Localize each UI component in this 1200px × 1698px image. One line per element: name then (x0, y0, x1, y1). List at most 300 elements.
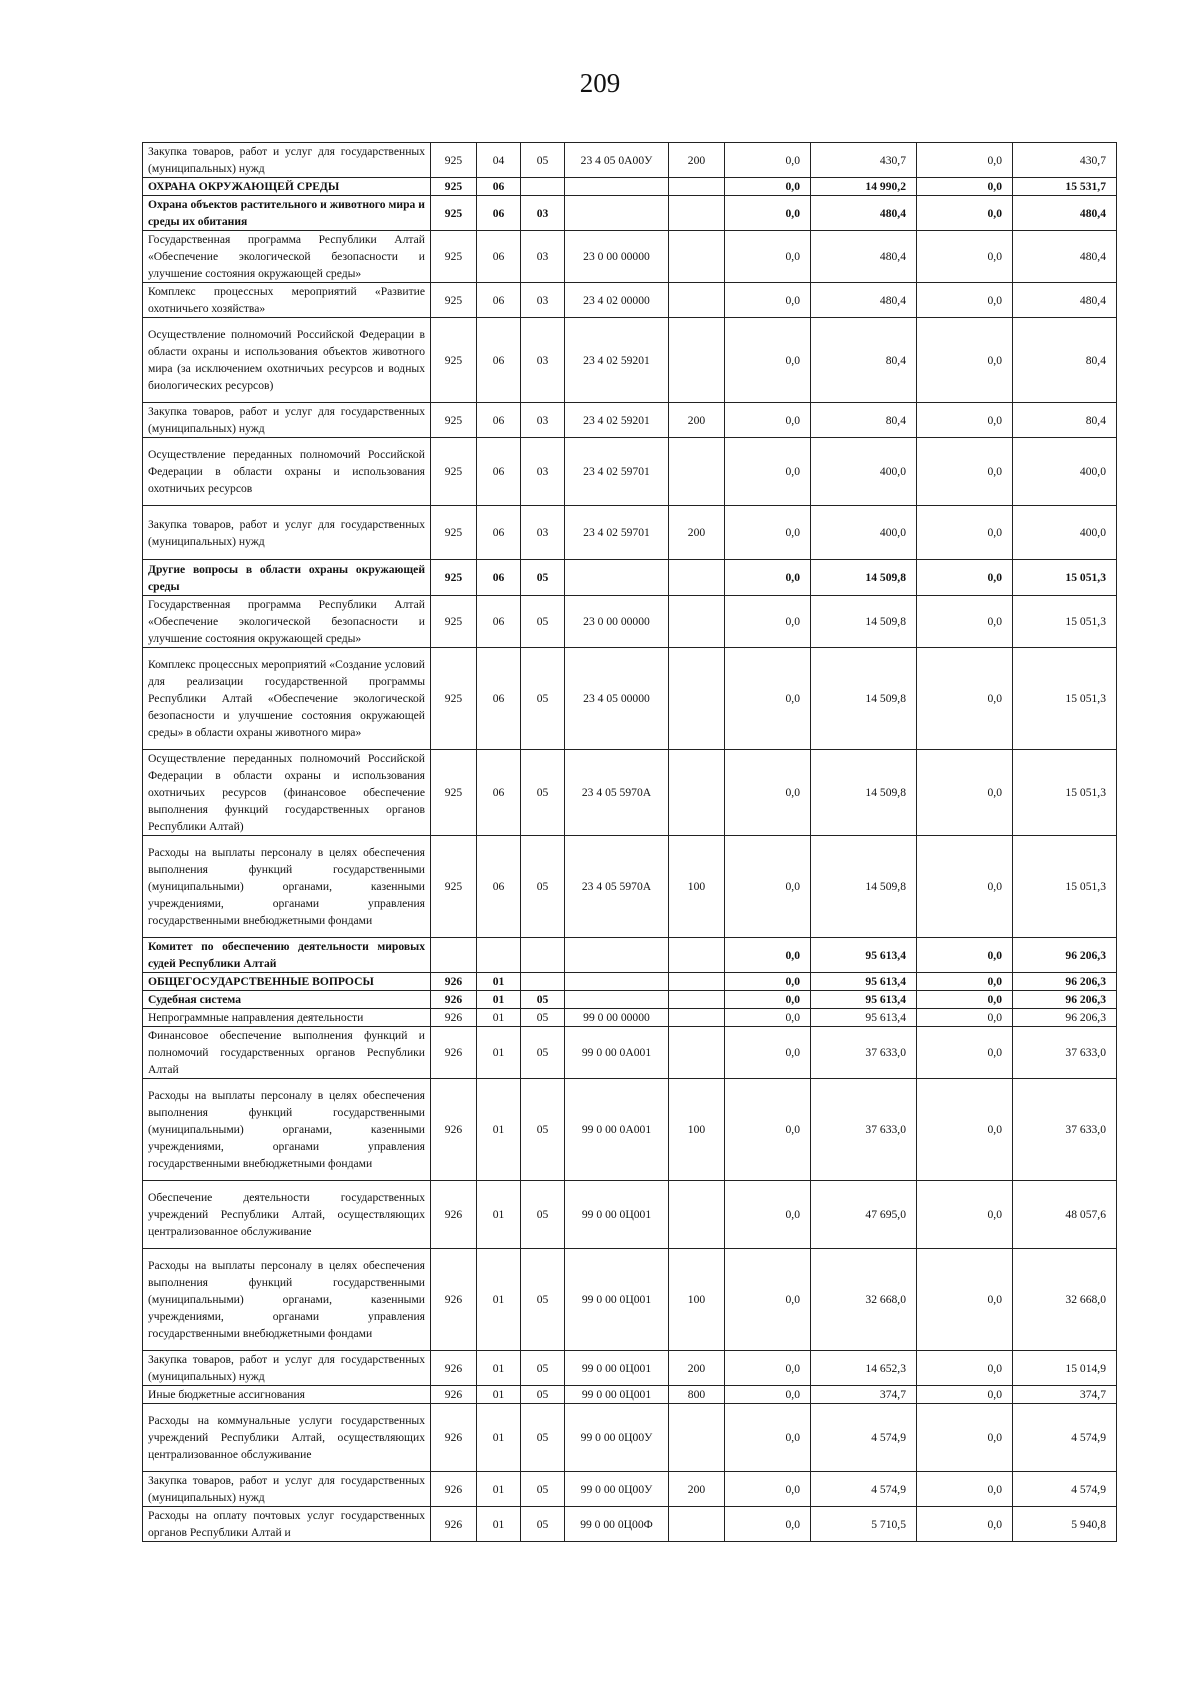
amount-cell-4: 15 051,3 (1013, 836, 1117, 938)
admin-code-cell: 925 (431, 506, 477, 560)
amount-cell-4: 15 014,9 (1013, 1351, 1117, 1386)
amount-cell-4: 96 206,3 (1013, 991, 1117, 1009)
amount-cell-1: 0,0 (725, 1351, 811, 1386)
section-code-cell: 06 (477, 750, 521, 836)
table-row (143, 973, 1117, 991)
expense-type-cell (669, 231, 725, 283)
row-name-cell: Закупка товаров, работ и услуг для государственных (муниципальных) нужд (143, 506, 431, 560)
target-article-cell: 99 0 00 00000 (565, 1009, 669, 1027)
amount-cell-3: 0,0 (917, 1181, 1013, 1249)
amount-cell-2: 480,4 (811, 231, 917, 283)
admin-code-cell: 926 (431, 1351, 477, 1386)
expense-type-cell: 200 (669, 506, 725, 560)
amount-cell-2: 80,4 (811, 403, 917, 438)
subsection-code-cell (521, 938, 565, 973)
table-row (143, 1351, 1117, 1386)
subsection-code-cell: 03 (521, 438, 565, 506)
section-code-cell: 01 (477, 1027, 521, 1079)
amount-cell-1: 0,0 (725, 438, 811, 506)
amount-cell-3: 0,0 (917, 143, 1013, 178)
table-row (143, 1404, 1117, 1472)
expense-type-cell (669, 438, 725, 506)
budget-table-body (143, 143, 1117, 1542)
amount-cell-4: 4 574,9 (1013, 1404, 1117, 1472)
amount-cell-4: 5 940,8 (1013, 1507, 1117, 1542)
admin-code-cell: 926 (431, 1386, 477, 1404)
amount-cell-1: 0,0 (725, 283, 811, 318)
row-name-cell: Расходы на коммунальные услуги государственных учреждений Республики Алтай, осуществляющих централизованное обслуживание (143, 1404, 431, 1472)
expense-type-cell (669, 750, 725, 836)
target-article-cell (565, 196, 669, 231)
table-row (143, 283, 1117, 318)
amount-cell-2: 14 509,8 (811, 836, 917, 938)
section-code-cell: 06 (477, 836, 521, 938)
subsection-code-cell: 05 (521, 1507, 565, 1542)
subsection-code-cell: 03 (521, 318, 565, 403)
section-code-cell: 06 (477, 596, 521, 648)
amount-cell-4: 480,4 (1013, 231, 1117, 283)
expense-type-cell: 100 (669, 1249, 725, 1351)
amount-cell-2: 95 613,4 (811, 1009, 917, 1027)
section-code-cell: 06 (477, 231, 521, 283)
admin-code-cell: 926 (431, 973, 477, 991)
section-code-cell: 04 (477, 143, 521, 178)
amount-cell-1: 0,0 (725, 231, 811, 283)
amount-cell-3: 0,0 (917, 938, 1013, 973)
row-name-cell: ОБЩЕГОСУДАРСТВЕННЫЕ ВОПРОСЫ (143, 973, 431, 991)
row-name-cell: Осуществление полномочий Российской Федерации в области охраны и использования объектов животного мира (за исключением охотничьих ресурсов и водных биологических ресурсов) (143, 318, 431, 403)
table-row (143, 560, 1117, 596)
amount-cell-1: 0,0 (725, 560, 811, 596)
amount-cell-3: 0,0 (917, 318, 1013, 403)
target-article-cell: 99 0 00 0А001 (565, 1027, 669, 1079)
admin-code-cell: 926 (431, 1079, 477, 1181)
subsection-code-cell: 05 (521, 1386, 565, 1404)
amount-cell-4: 4 574,9 (1013, 1472, 1117, 1507)
table-row (143, 1079, 1117, 1181)
row-name-cell: Осуществление переданных полномочий Российской Федерации в области охраны и использования охотничьих ресурсов (143, 438, 431, 506)
amount-cell-2: 37 633,0 (811, 1027, 917, 1079)
table-row (143, 938, 1117, 973)
section-code-cell: 01 (477, 1507, 521, 1542)
row-name-cell: Финансовое обеспечение выполнения функций и полномочий государственных органов Республики Алтай (143, 1027, 431, 1079)
amount-cell-4: 96 206,3 (1013, 973, 1117, 991)
expense-type-cell (669, 596, 725, 648)
amount-cell-3: 0,0 (917, 1351, 1013, 1386)
admin-code-cell: 925 (431, 836, 477, 938)
table-row (143, 196, 1117, 231)
subsection-code-cell: 05 (521, 1027, 565, 1079)
amount-cell-3: 0,0 (917, 836, 1013, 938)
target-article-cell: 99 0 00 0Ц001 (565, 1181, 669, 1249)
amount-cell-2: 14 509,8 (811, 596, 917, 648)
expense-type-cell (669, 938, 725, 973)
table-row (143, 596, 1117, 648)
admin-code-cell: 925 (431, 560, 477, 596)
expense-type-cell (669, 648, 725, 750)
row-name-cell: Закупка товаров, работ и услуг для государственных (муниципальных) нужд (143, 143, 431, 178)
amount-cell-3: 0,0 (917, 196, 1013, 231)
table-row (143, 318, 1117, 403)
row-name-cell: Иные бюджетные ассигнования (143, 1386, 431, 1404)
table-row (143, 1386, 1117, 1404)
amount-cell-2: 430,7 (811, 143, 917, 178)
amount-cell-2: 480,4 (811, 196, 917, 231)
section-code-cell: 01 (477, 1009, 521, 1027)
table-row (143, 1181, 1117, 1249)
table-row (143, 1249, 1117, 1351)
target-article-cell: 23 4 05 0А00У (565, 143, 669, 178)
target-article-cell: 99 0 00 0Ц001 (565, 1249, 669, 1351)
amount-cell-2: 95 613,4 (811, 938, 917, 973)
expense-type-cell (669, 318, 725, 403)
row-name-cell: Государственная программа Республики Алтай «Обеспечение экологической безопасности и улучшение состояния окружающей среды» (143, 596, 431, 648)
subsection-code-cell: 05 (521, 991, 565, 1009)
target-article-cell: 23 4 02 59701 (565, 506, 669, 560)
amount-cell-3: 0,0 (917, 1507, 1013, 1542)
admin-code-cell: 926 (431, 1027, 477, 1079)
admin-code-cell: 925 (431, 196, 477, 231)
admin-code-cell: 925 (431, 438, 477, 506)
amount-cell-1: 0,0 (725, 403, 811, 438)
target-article-cell: 99 0 00 0Ц001 (565, 1351, 669, 1386)
expense-type-cell: 800 (669, 1386, 725, 1404)
target-article-cell (565, 560, 669, 596)
target-article-cell: 23 4 05 5970А (565, 750, 669, 836)
row-name-cell: Судебная система (143, 991, 431, 1009)
row-name-cell: Расходы на оплату почтовых услуг государственных органов Республики Алтай и (143, 1507, 431, 1542)
target-article-cell: 23 0 00 00000 (565, 596, 669, 648)
admin-code-cell: 925 (431, 750, 477, 836)
amount-cell-1: 0,0 (725, 991, 811, 1009)
row-name-cell: Охрана объектов растительного и животного мира и среды их обитания (143, 196, 431, 231)
amount-cell-2: 14 509,8 (811, 560, 917, 596)
amount-cell-4: 80,4 (1013, 403, 1117, 438)
amount-cell-4: 374,7 (1013, 1386, 1117, 1404)
target-article-cell: 99 0 00 0Ц00У (565, 1404, 669, 1472)
amount-cell-4: 400,0 (1013, 438, 1117, 506)
section-code-cell: 06 (477, 506, 521, 560)
admin-code-cell: 925 (431, 283, 477, 318)
table-row (143, 178, 1117, 196)
amount-cell-3: 0,0 (917, 750, 1013, 836)
amount-cell-4: 32 668,0 (1013, 1249, 1117, 1351)
expense-type-cell: 100 (669, 1079, 725, 1181)
target-article-cell: 23 4 05 5970А (565, 836, 669, 938)
row-name-cell: Государственная программа Республики Алтай «Обеспечение экологической безопасности и улучшение состояния окружающей среды» (143, 231, 431, 283)
amount-cell-2: 4 574,9 (811, 1472, 917, 1507)
admin-code-cell: 925 (431, 143, 477, 178)
amount-cell-2: 37 633,0 (811, 1079, 917, 1181)
amount-cell-3: 0,0 (917, 991, 1013, 1009)
amount-cell-1: 0,0 (725, 1181, 811, 1249)
amount-cell-1: 0,0 (725, 1027, 811, 1079)
amount-cell-1: 0,0 (725, 143, 811, 178)
amount-cell-2: 14 509,8 (811, 648, 917, 750)
amount-cell-3: 0,0 (917, 1472, 1013, 1507)
amount-cell-1: 0,0 (725, 1079, 811, 1181)
expense-type-cell (669, 560, 725, 596)
subsection-code-cell: 05 (521, 1351, 565, 1386)
amount-cell-4: 15 051,3 (1013, 560, 1117, 596)
amount-cell-4: 15 051,3 (1013, 648, 1117, 750)
target-article-cell: 99 0 00 0Ц00У (565, 1472, 669, 1507)
table-row (143, 1507, 1117, 1542)
admin-code-cell: 925 (431, 403, 477, 438)
section-code-cell: 01 (477, 1472, 521, 1507)
expense-type-cell: 200 (669, 403, 725, 438)
subsection-code-cell: 05 (521, 750, 565, 836)
amount-cell-4: 15 051,3 (1013, 750, 1117, 836)
section-code-cell: 01 (477, 1404, 521, 1472)
subsection-code-cell: 05 (521, 836, 565, 938)
target-article-cell: 23 4 05 00000 (565, 648, 669, 750)
amount-cell-4: 15 051,3 (1013, 596, 1117, 648)
amount-cell-4: 400,0 (1013, 506, 1117, 560)
amount-cell-4: 37 633,0 (1013, 1079, 1117, 1181)
target-article-cell (565, 991, 669, 1009)
section-code-cell: 01 (477, 1386, 521, 1404)
target-article-cell: 23 0 00 00000 (565, 231, 669, 283)
row-name-cell: Осуществление переданных полномочий Российской Федерации в области охраны и использования охотничьих ресурсов (финансовое обеспечение выполнения функций государственных органов Республики Алтай) (143, 750, 431, 836)
table-row (143, 836, 1117, 938)
expense-type-cell (669, 1027, 725, 1079)
amount-cell-3: 0,0 (917, 1249, 1013, 1351)
amount-cell-1: 0,0 (725, 196, 811, 231)
amount-cell-3: 0,0 (917, 438, 1013, 506)
subsection-code-cell: 03 (521, 283, 565, 318)
amount-cell-3: 0,0 (917, 1404, 1013, 1472)
amount-cell-4: 37 633,0 (1013, 1027, 1117, 1079)
row-name-cell: Закупка товаров, работ и услуг для государственных (муниципальных) нужд (143, 403, 431, 438)
subsection-code-cell (521, 178, 565, 196)
target-article-cell (565, 178, 669, 196)
amount-cell-1: 0,0 (725, 318, 811, 403)
row-name-cell: Расходы на выплаты персоналу в целях обеспечения выполнения функций государственными (муниципальными) органами, казенными учреждениями, органами управления государственными внебюджетными фондами (143, 836, 431, 938)
amount-cell-1: 0,0 (725, 1472, 811, 1507)
budget-table (142, 142, 1117, 1542)
amount-cell-4: 15 531,7 (1013, 178, 1117, 196)
row-name-cell: Закупка товаров, работ и услуг для государственных (муниципальных) нужд (143, 1351, 431, 1386)
row-name-cell: Обеспечение деятельности государственных учреждений Республики Алтай, осуществляющих централизованное обслуживание (143, 1181, 431, 1249)
amount-cell-1: 0,0 (725, 1249, 811, 1351)
subsection-code-cell: 05 (521, 1404, 565, 1472)
admin-code-cell: 926 (431, 1404, 477, 1472)
amount-cell-3: 0,0 (917, 1027, 1013, 1079)
amount-cell-4: 48 057,6 (1013, 1181, 1117, 1249)
section-code-cell: 01 (477, 1249, 521, 1351)
amount-cell-4: 96 206,3 (1013, 1009, 1117, 1027)
admin-code-cell: 926 (431, 1009, 477, 1027)
amount-cell-1: 0,0 (725, 506, 811, 560)
admin-code-cell: 925 (431, 318, 477, 403)
amount-cell-2: 14 509,8 (811, 750, 917, 836)
admin-code-cell: 926 (431, 1249, 477, 1351)
amount-cell-4: 96 206,3 (1013, 938, 1117, 973)
expense-type-cell: 200 (669, 1351, 725, 1386)
amount-cell-3: 0,0 (917, 403, 1013, 438)
table-row (143, 438, 1117, 506)
subsection-code-cell: 05 (521, 1472, 565, 1507)
amount-cell-3: 0,0 (917, 1079, 1013, 1181)
row-name-cell: Непрограммные направления деятельности (143, 1009, 431, 1027)
subsection-code-cell: 03 (521, 231, 565, 283)
section-code-cell: 01 (477, 1351, 521, 1386)
row-name-cell: Расходы на выплаты персоналу в целях обеспечения выполнения функций государственными (муниципальными) органами, казенными учреждениями, органами управления государственными внебюджетными фондами (143, 1079, 431, 1181)
row-name-cell: ОХРАНА ОКРУЖАЮЩЕЙ СРЕДЫ (143, 178, 431, 196)
subsection-code-cell: 05 (521, 1249, 565, 1351)
subsection-code-cell: 05 (521, 560, 565, 596)
amount-cell-1: 0,0 (725, 178, 811, 196)
target-article-cell: 23 4 02 59201 (565, 318, 669, 403)
amount-cell-2: 80,4 (811, 318, 917, 403)
subsection-code-cell: 05 (521, 1079, 565, 1181)
admin-code-cell: 926 (431, 991, 477, 1009)
table-row (143, 750, 1117, 836)
expense-type-cell (669, 1009, 725, 1027)
amount-cell-3: 0,0 (917, 648, 1013, 750)
amount-cell-1: 0,0 (725, 1507, 811, 1542)
expense-type-cell (669, 196, 725, 231)
expense-type-cell (669, 283, 725, 318)
target-article-cell: 99 0 00 0А001 (565, 1079, 669, 1181)
section-code-cell: 01 (477, 973, 521, 991)
expense-type-cell (669, 991, 725, 1009)
subsection-code-cell: 05 (521, 648, 565, 750)
section-code-cell: 06 (477, 648, 521, 750)
amount-cell-4: 480,4 (1013, 196, 1117, 231)
subsection-code-cell: 03 (521, 403, 565, 438)
amount-cell-2: 5 710,5 (811, 1507, 917, 1542)
section-code-cell: 06 (477, 403, 521, 438)
amount-cell-3: 0,0 (917, 560, 1013, 596)
target-article-cell (565, 973, 669, 991)
amount-cell-3: 0,0 (917, 178, 1013, 196)
amount-cell-2: 95 613,4 (811, 991, 917, 1009)
amount-cell-4: 480,4 (1013, 283, 1117, 318)
amount-cell-2: 400,0 (811, 506, 917, 560)
expense-type-cell (669, 1507, 725, 1542)
expense-type-cell (669, 973, 725, 991)
table-row (143, 403, 1117, 438)
table-row (143, 1472, 1117, 1507)
subsection-code-cell: 03 (521, 196, 565, 231)
section-code-cell (477, 938, 521, 973)
section-code-cell: 01 (477, 1181, 521, 1249)
admin-code-cell: 926 (431, 1472, 477, 1507)
table-row (143, 231, 1117, 283)
expense-type-cell (669, 1181, 725, 1249)
target-article-cell: 23 4 02 59201 (565, 403, 669, 438)
target-article-cell: 99 0 00 0Ц001 (565, 1386, 669, 1404)
amount-cell-1: 0,0 (725, 1386, 811, 1404)
row-name-cell: Другие вопросы в области охраны окружающей среды (143, 560, 431, 596)
section-code-cell: 06 (477, 283, 521, 318)
amount-cell-2: 32 668,0 (811, 1249, 917, 1351)
amount-cell-2: 400,0 (811, 438, 917, 506)
admin-code-cell: 925 (431, 648, 477, 750)
amount-cell-2: 480,4 (811, 283, 917, 318)
admin-code-cell: 926 (431, 1507, 477, 1542)
admin-code-cell: 925 (431, 231, 477, 283)
section-code-cell: 01 (477, 1079, 521, 1181)
admin-code-cell: 925 (431, 178, 477, 196)
amount-cell-3: 0,0 (917, 1386, 1013, 1404)
amount-cell-3: 0,0 (917, 506, 1013, 560)
admin-code-cell: 926 (431, 1181, 477, 1249)
amount-cell-1: 0,0 (725, 648, 811, 750)
amount-cell-1: 0,0 (725, 973, 811, 991)
amount-cell-1: 0,0 (725, 1009, 811, 1027)
amount-cell-1: 0,0 (725, 596, 811, 648)
table-row (143, 506, 1117, 560)
row-name-cell: Комплекс процессных мероприятий «Развитие охотничьего хозяйства» (143, 283, 431, 318)
table-row (143, 1027, 1117, 1079)
table-row (143, 1009, 1117, 1027)
row-name-cell: Комитет по обеспечению деятельности мировых судей Республики Алтай (143, 938, 431, 973)
page-number: 209 (579, 68, 621, 98)
section-code-cell: 06 (477, 560, 521, 596)
subsection-code-cell: 05 (521, 143, 565, 178)
target-article-cell: 99 0 00 0Ц00Ф (565, 1507, 669, 1542)
amount-cell-1: 0,0 (725, 1404, 811, 1472)
subsection-code-cell: 05 (521, 1009, 565, 1027)
amount-cell-2: 95 613,4 (811, 973, 917, 991)
row-name-cell: Расходы на выплаты персоналу в целях обеспечения выполнения функций государственными (муниципальными) органами, казенными учреждениями, органами управления государственными внебюджетными фондами (143, 1249, 431, 1351)
amount-cell-1: 0,0 (725, 750, 811, 836)
expense-type-cell (669, 1404, 725, 1472)
amount-cell-3: 0,0 (917, 1009, 1013, 1027)
amount-cell-4: 80,4 (1013, 318, 1117, 403)
expense-type-cell: 100 (669, 836, 725, 938)
table-row (143, 991, 1117, 1009)
amount-cell-2: 14 990,2 (811, 178, 917, 196)
subsection-code-cell (521, 973, 565, 991)
amount-cell-3: 0,0 (917, 283, 1013, 318)
section-code-cell: 06 (477, 178, 521, 196)
amount-cell-1: 0,0 (725, 938, 811, 973)
target-article-cell: 23 4 02 59701 (565, 438, 669, 506)
table-row (143, 143, 1117, 178)
amount-cell-2: 374,7 (811, 1386, 917, 1404)
subsection-code-cell: 03 (521, 506, 565, 560)
row-name-cell: Комплекс процессных мероприятий «Создание условий для реализации государственной программы Республики Алтай «Обеспечение экологической безопасности и улучшение состояния окружающей среды» в области охраны животного мира» (143, 648, 431, 750)
target-article-cell: 23 4 02 00000 (565, 283, 669, 318)
subsection-code-cell: 05 (521, 596, 565, 648)
subsection-code-cell: 05 (521, 1181, 565, 1249)
amount-cell-3: 0,0 (917, 596, 1013, 648)
amount-cell-2: 47 695,0 (811, 1181, 917, 1249)
row-name-cell: Закупка товаров, работ и услуг для государственных (муниципальных) нужд (143, 1472, 431, 1507)
section-code-cell: 06 (477, 196, 521, 231)
table-row (143, 648, 1117, 750)
target-article-cell (565, 938, 669, 973)
amount-cell-2: 14 652,3 (811, 1351, 917, 1386)
expense-type-cell (669, 178, 725, 196)
amount-cell-1: 0,0 (725, 836, 811, 938)
amount-cell-4: 430,7 (1013, 143, 1117, 178)
admin-code-cell: 925 (431, 596, 477, 648)
amount-cell-3: 0,0 (917, 231, 1013, 283)
section-code-cell: 01 (477, 991, 521, 1009)
amount-cell-2: 4 574,9 (811, 1404, 917, 1472)
section-code-cell: 06 (477, 318, 521, 403)
expense-type-cell: 200 (669, 1472, 725, 1507)
expense-type-cell: 200 (669, 143, 725, 178)
section-code-cell: 06 (477, 438, 521, 506)
amount-cell-3: 0,0 (917, 973, 1013, 991)
admin-code-cell (431, 938, 477, 973)
